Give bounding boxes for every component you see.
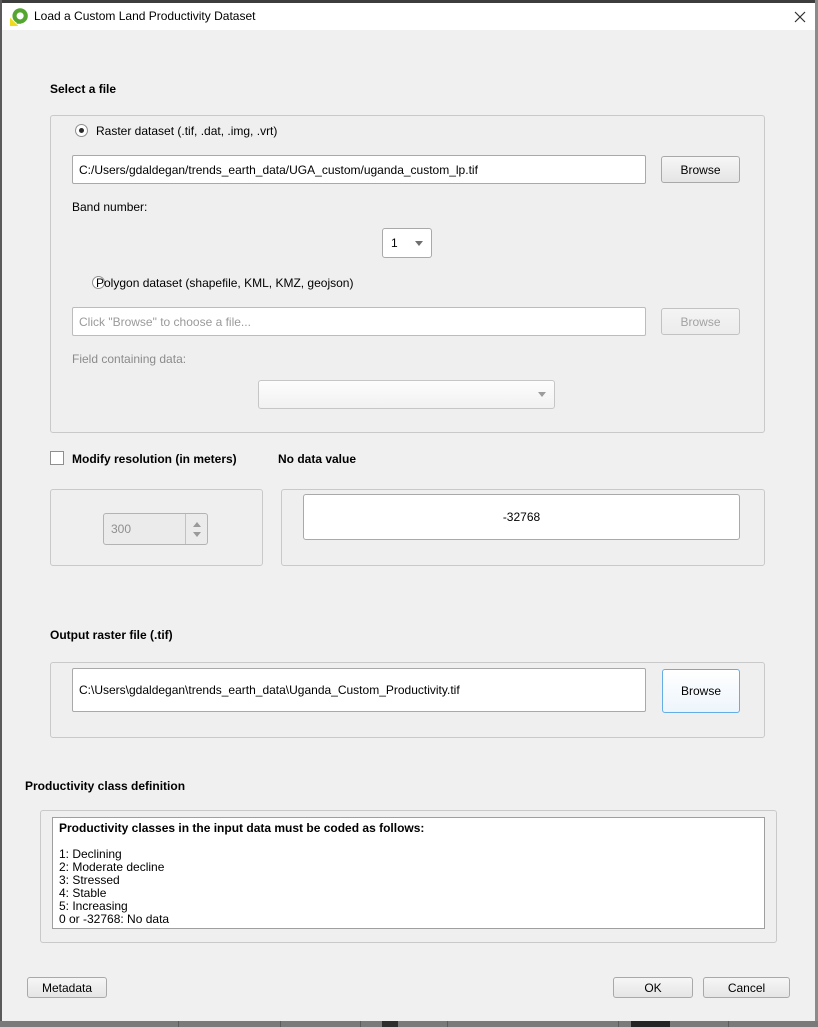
ok-button[interactable]: OK <box>613 977 693 998</box>
chevron-down-icon <box>415 241 423 246</box>
taskbar-strip <box>0 1021 818 1027</box>
taskbar-segment <box>728 1021 729 1027</box>
spin-down-icon <box>193 532 201 537</box>
field-containing-data-label: Field containing data: <box>72 352 187 366</box>
raster-radio-label: Raster dataset (.tif, .dat, .img, .vrt) <box>96 124 278 138</box>
polygon-radio-label: Polygon dataset (shapefile, KML, KMZ, geojson) <box>96 276 354 290</box>
blank-line <box>59 835 758 848</box>
class-line: 1: Declining <box>59 847 122 861</box>
no-data-heading: No data value <box>278 452 357 466</box>
polygon-path-input <box>72 307 646 336</box>
resolution-value: 300 <box>111 522 132 536</box>
taskbar-segment <box>631 1021 670 1027</box>
qgis-logo-icon <box>10 8 28 26</box>
class-line: 0 or -32768: No data <box>59 912 170 926</box>
band-number-label: Band number: <box>72 200 148 214</box>
cancel-button[interactable]: Cancel <box>703 977 790 998</box>
spin-up-icon <box>193 522 201 527</box>
output-heading: Output raster file (.tif) <box>50 628 173 642</box>
metadata-button[interactable]: Metadata <box>27 977 107 998</box>
polygon-browse-button: Browse <box>661 308 740 335</box>
raster-radio[interactable] <box>75 124 88 137</box>
taskbar-segment <box>280 1021 281 1027</box>
class-definition-text[interactable] <box>52 817 765 929</box>
modify-resolution-label: Modify resolution (in meters) <box>72 452 237 466</box>
window-title: Load a Custom Land Productivity Dataset <box>34 9 256 23</box>
band-number-select[interactable] <box>382 228 432 258</box>
class-line: 3: Stressed <box>59 873 120 887</box>
class-line: 4: Stable <box>59 886 107 900</box>
modify-resolution-checkbox[interactable] <box>50 451 64 465</box>
spinner-buttons <box>185 514 207 544</box>
radio-dot <box>79 128 84 133</box>
output-browse-button[interactable]: Browse <box>662 669 740 713</box>
close-icon <box>794 11 806 23</box>
chevron-down-icon <box>538 392 546 397</box>
taskbar-segment <box>618 1021 619 1027</box>
class-line: 2: Moderate decline <box>59 860 165 874</box>
output-path-input[interactable] <box>72 668 646 712</box>
raster-path-input[interactable] <box>72 155 646 184</box>
window-border-left <box>0 0 2 1021</box>
field-select <box>258 380 555 409</box>
class-line: 5: Increasing <box>59 899 128 913</box>
resolution-spinbox <box>103 513 208 545</box>
taskbar-segment <box>447 1021 448 1027</box>
taskbar-segment <box>360 1021 361 1027</box>
taskbar-segment <box>178 1021 179 1027</box>
class-definition-heading: Productivity class definition <box>25 779 186 793</box>
select-file-heading: Select a file <box>50 82 117 96</box>
class-definition-intro: Productivity classes in the input data must be coded as follows: <box>59 821 425 835</box>
close-button[interactable] <box>790 9 810 25</box>
band-number-value: 1 <box>391 236 398 250</box>
taskbar-segment <box>382 1021 398 1027</box>
nodata-input[interactable] <box>303 494 740 540</box>
raster-browse-button[interactable]: Browse <box>661 156 740 183</box>
titlebar <box>2 3 815 30</box>
